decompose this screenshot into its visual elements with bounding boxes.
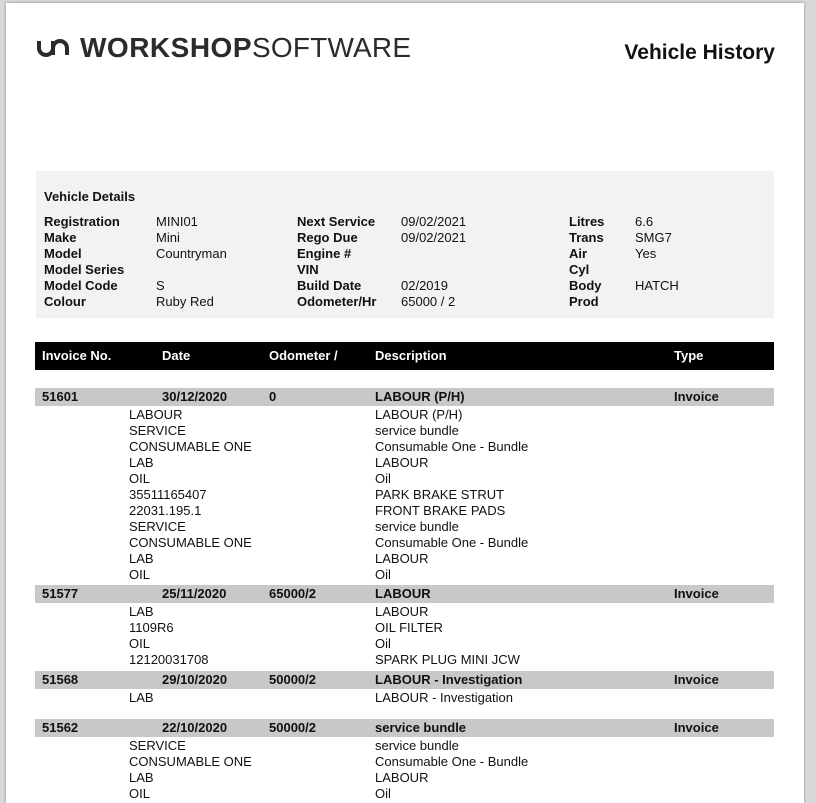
invoice-odometer: 50000/2 [269,672,316,687]
invoice-row [35,671,774,689]
document-page [6,3,804,803]
vehicle-field-label: Cyl [569,262,590,277]
line-item-description: LABOUR (P/H) [375,407,463,422]
vehicle-field-value: 02/2019 [401,278,448,293]
vehicle-field-label: Trans [569,230,604,245]
line-item-description: Oil [375,567,391,582]
vehicle-field-label: VIN [297,262,319,277]
invoice-date: 30/12/2020 [162,389,228,404]
line-item-code: LABOUR [129,407,183,422]
line-item-description: LABOUR [375,455,429,470]
line-item-description: LABOUR [375,551,429,566]
line-item-code: LAB [129,455,154,470]
header-type: Type [674,348,704,363]
line-item-code: 12120031708 [129,652,209,667]
invoice-number: 51601 [42,389,79,404]
invoice-description: LABOUR (P/H) [375,389,465,404]
vehicle-details-panel [36,171,774,318]
line-item-code: SERVICE [129,738,186,753]
vehicle-field-label: Colour [44,294,86,309]
invoice-row [35,388,774,406]
page-title: Vehicle History [624,41,775,64]
vehicle-field-label: Model Code [44,278,118,293]
line-item-description: service bundle [375,738,459,753]
line-item-code: OIL [129,567,150,582]
line-item-description: SPARK PLUG MINI JCW [375,652,520,667]
line-item-description: LABOUR [375,770,429,785]
invoice-date: 29/10/2020 [162,672,228,687]
logo-mark-icon [36,35,70,61]
line-item-description: Oil [375,786,391,801]
line-item-code: LAB [129,770,154,785]
vehicle-field-label: Odometer/Hr [297,294,377,309]
vehicle-field-label: Model [44,246,82,261]
vehicle-field-value: Countryman [156,246,227,261]
invoice-type: Invoice [674,672,719,687]
line-item-code: 22031.195.1 [129,503,202,518]
vehicle-field-value: 09/02/2021 [401,230,467,245]
vehicle-field-value: SMG7 [635,230,672,245]
invoice-number: 51562 [42,720,79,735]
line-item-description: Consumable One - Bundle [375,754,529,769]
vehicle-field-value: Yes [635,246,657,261]
invoice-odometer: 65000/2 [269,586,316,601]
line-item-description: FRONT BRAKE PADS [375,503,506,518]
header-description: Description [375,348,447,363]
line-item-code: OIL [129,786,150,801]
vehicle-field-label: Air [569,246,588,261]
vehicle-field-value: 65000 / 2 [401,294,456,309]
line-item-description: Oil [375,471,391,486]
header-odometer: Odometer / [269,348,338,363]
invoice-type: Invoice [674,586,719,601]
line-item-code: 35511165407 [129,487,207,502]
line-item-description: PARK BRAKE STRUT [375,487,505,502]
invoice-number: 51568 [42,672,79,687]
line-item-description: LABOUR [375,604,429,619]
line-item-code: LAB [129,604,154,619]
line-item-code: SERVICE [129,423,186,438]
vehicle-field-value: 09/02/2021 [401,214,467,229]
vehicle-field-label: Make [44,230,77,245]
line-item-description: service bundle [375,423,459,438]
line-item-code: LAB [129,690,154,705]
vehicle-details-title: Vehicle Details [44,189,136,204]
header-invoice-no: Invoice No. [42,348,112,363]
vehicle-field-label: Next Service [297,214,376,229]
line-item-code: CONSUMABLE ONE [129,439,252,454]
vehicle-field-value: Ruby Red [156,294,214,309]
vehicle-field-label: Rego Due [297,230,358,245]
vehicle-field-value: MINI01 [156,214,198,229]
invoice-number: 51577 [42,586,79,601]
vehicle-field-label: Litres [569,214,605,229]
workshop-software-logo [36,32,411,64]
vehicle-field-label: Body [569,278,602,293]
invoice-description: service bundle [375,720,467,735]
line-item-code: CONSUMABLE ONE [129,535,252,550]
invoice-row [35,585,774,603]
vehicle-field-value: S [156,278,165,293]
line-item-code: OIL [129,471,150,486]
line-item-code: 1109R6 [129,620,174,635]
line-item-description: Consumable One - Bundle [375,535,529,550]
vehicle-field-value: 6.6 [635,214,654,229]
invoice-row [35,719,774,737]
vehicle-field-label: Engine # [297,246,352,261]
vehicle-field-label: Prod [569,294,599,309]
history-table-header [35,342,774,370]
invoice-date: 25/11/2020 [162,586,227,601]
line-item-code: CONSUMABLE ONE [129,754,252,769]
invoice-description: LABOUR [375,586,431,601]
line-item-description: Consumable One - Bundle [375,439,529,454]
line-item-description: Oil [375,636,391,651]
invoice-odometer: 50000/2 [269,720,316,735]
invoice-description: LABOUR - Investigation [375,672,523,687]
vehicle-field-label: Build Date [297,278,362,293]
vehicle-field-value: Mini [156,230,180,245]
line-item-description: LABOUR - Investigation [375,690,514,705]
header-date: Date [162,348,191,363]
invoice-type: Invoice [674,720,719,735]
line-item-description: service bundle [375,519,459,534]
logo-text-bold: WORKSHOP [80,32,252,63]
logo-text-light: SOFTWARE [252,32,412,63]
line-item-code: SERVICE [129,519,186,534]
vehicle-field-label: Model Series [44,262,125,277]
invoice-odometer: 0 [269,389,277,404]
vehicle-field-value: HATCH [635,278,679,293]
line-item-code: LAB [129,551,154,566]
invoice-type: Invoice [674,389,719,404]
invoice-date: 22/10/2020 [162,720,228,735]
scrollbar[interactable] [806,0,816,803]
line-item-description: OIL FILTER [375,620,443,635]
vehicle-field-label: Registration [44,214,120,229]
line-item-code: OIL [129,636,150,651]
